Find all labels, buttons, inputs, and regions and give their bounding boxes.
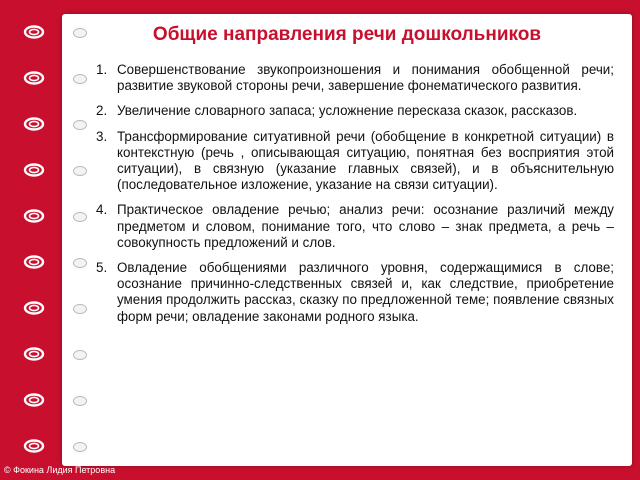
list-item-text: Овладение обобщениями различного уровня, содержащимися в слове; осознание причинно-следственных связей и, как следствие, приобретение умения продолжить рассказ, сказку по предложенной теме; появление связных форм речи; овладение законами родного языка. (117, 260, 614, 324)
slide-title: Общие направления речи дошкольников (152, 24, 542, 45)
punch-hole-icon (73, 442, 87, 452)
ring-icon (25, 73, 43, 84)
ring-icon (25, 395, 43, 406)
punch-hole-icon (73, 74, 87, 84)
list-item-text: Совершенствование звукопроизношения и понимания обобщенной речи; развитие звуковой стороны речи, завершение фонематического развития. (117, 62, 614, 94)
list-item-number: 4. (96, 202, 108, 218)
list-item (96, 129, 614, 194)
ring-icon (25, 303, 43, 314)
ring-icon (25, 211, 43, 222)
list-item-text: Увеличение словарного запаса; усложнение пересказа сказок, рассказов. (117, 103, 578, 119)
list-item (96, 62, 614, 94)
list-item-text: Практическое овладение речью; анализ речи: осознание различий между предметом и словом, понимание того, что слово – знак предмета, а речь – совокупность предложений и слов. (117, 202, 614, 250)
punch-hole-icon (73, 166, 87, 176)
list-item (96, 103, 614, 119)
list-item-number: 1. (96, 62, 108, 77)
ring-icon (25, 119, 43, 130)
copyright-note: © Фокина Лидия Петровна (4, 465, 116, 475)
list-item (96, 202, 614, 251)
punch-hole-icon (73, 120, 87, 130)
list-item-number: 3. (96, 128, 108, 144)
ring-icon (25, 27, 43, 38)
directions-list (96, 62, 614, 334)
ring-icon (25, 441, 43, 452)
punch-hole-icon (73, 396, 87, 406)
ring-icon (25, 349, 43, 360)
ring-icon (25, 257, 43, 268)
list-item (96, 260, 614, 325)
list-item-number: 2. (96, 103, 108, 119)
ring-icon (25, 165, 43, 176)
punch-hole-icon (73, 258, 87, 268)
list-item-text: Трансформирование ситуативной речи (обобщение в конкретной ситуации) в контекстную (речь , описывающая ситуацию, понятная без восприятия этой ситуации), в связную (указание главных связей), и в объяснительную (последовательное изложение, указание на связи ситуации). (117, 128, 614, 193)
list-item-number: 5. (96, 260, 108, 276)
punch-hole-icon (73, 350, 87, 360)
punch-hole-icon (73, 212, 87, 222)
punch-hole-icon (73, 304, 87, 314)
